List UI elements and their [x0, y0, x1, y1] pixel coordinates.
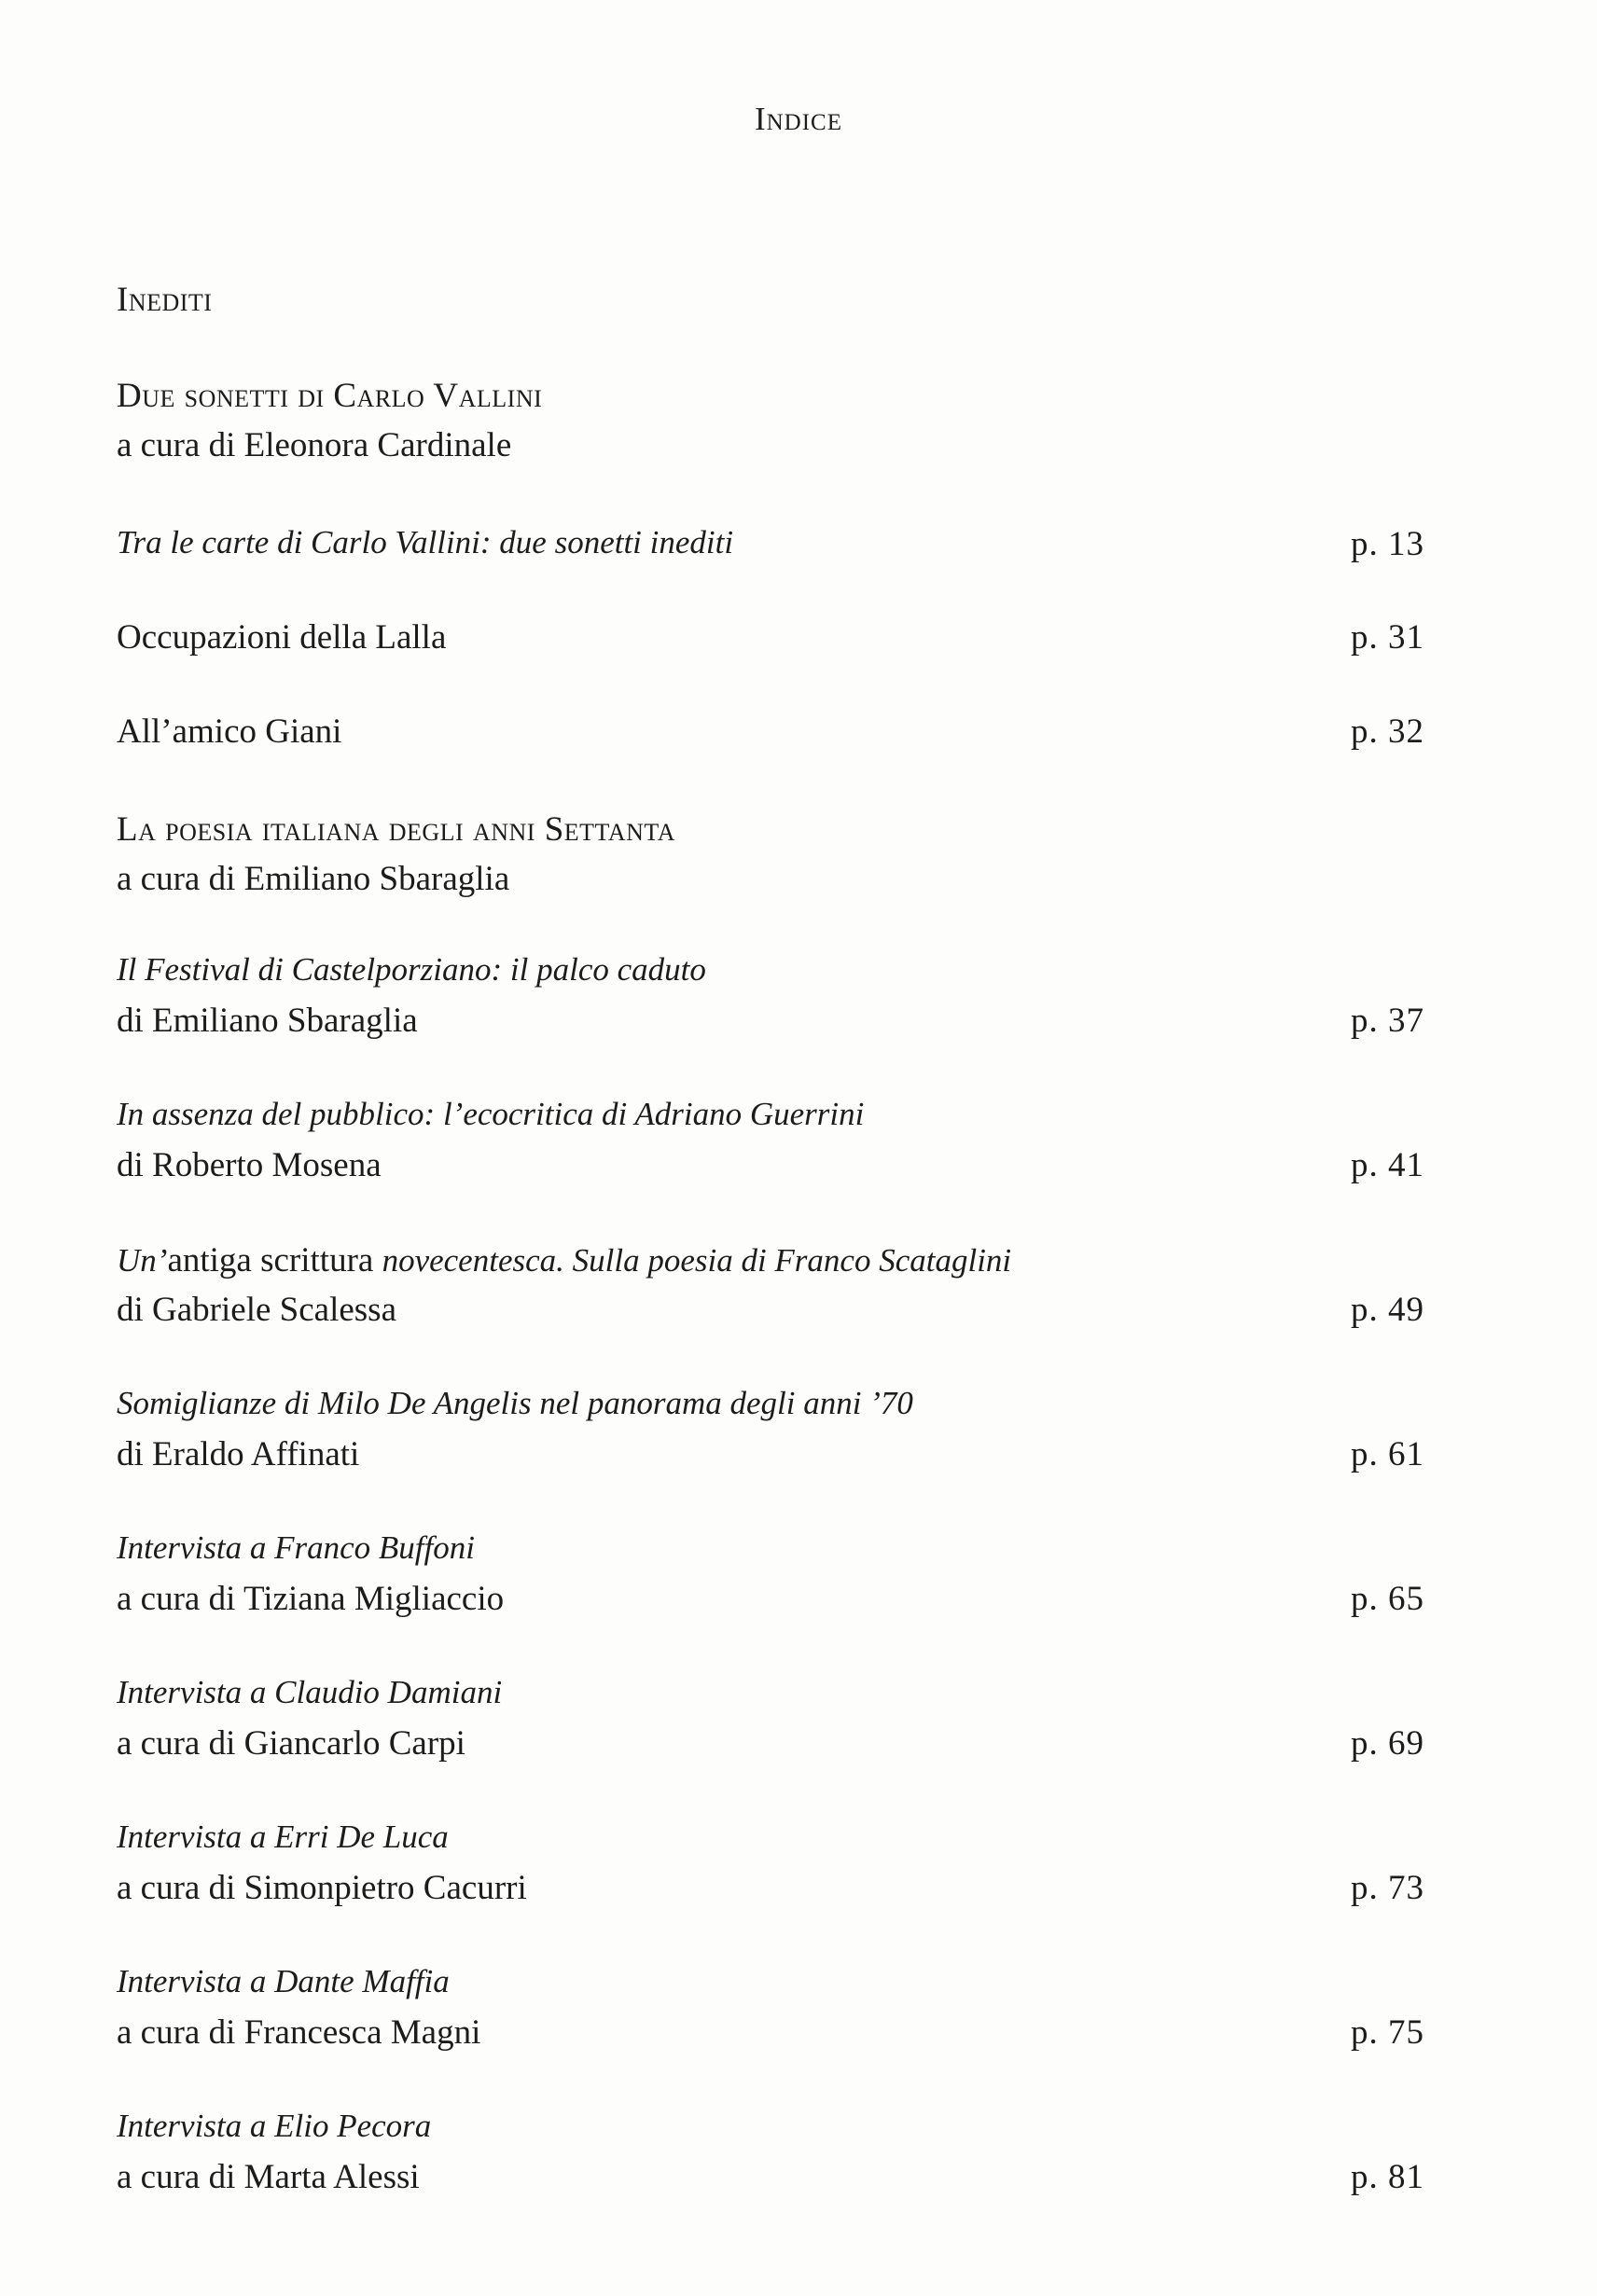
toc-entry-title: Occupazioni della Lalla — [117, 618, 447, 657]
toc-entry-title: Tra le carte di Carlo Vallini: due sonetti inediti — [117, 524, 734, 560]
toc-page-number: p. 13 — [1351, 525, 1424, 563]
toc-editor: a cura di Eleonora Cardinale — [117, 426, 512, 464]
toc-entry-title: Intervista a Franco Buffoni — [117, 1529, 475, 1566]
toc-page-number: p. 75 — [1351, 2013, 1424, 2052]
toc-page-number: p. 37 — [1351, 1002, 1424, 1040]
toc-entry-title: All’amico Giani — [117, 712, 342, 751]
toc-page-number: p. 65 — [1351, 1580, 1424, 1618]
toc-editor: a cura di Giancarlo Carpi — [117, 1724, 465, 1763]
toc-editor: a cura di Francesca Magni — [117, 2013, 481, 2052]
toc-title-part: antiga scrittura — [167, 1241, 382, 1279]
toc-entry-title: Il Festival di Castelporziano: il palco caduto — [117, 951, 706, 988]
toc-entry-title: Somiglianze di Milo De Angelis nel panorama degli anni ’70 — [117, 1385, 913, 1421]
toc-entry-title: Intervista a Erri De Luca — [117, 1819, 449, 1855]
toc-entry-title: Intervista a Claudio Damiani — [117, 1674, 503, 1710]
toc-group-title: La poesia italiana degli anni Settanta — [117, 810, 675, 849]
toc-page-number: p. 41 — [1351, 1146, 1424, 1184]
toc-author: di Emiliano Sbaraglia — [117, 1002, 418, 1040]
toc-author: di Gabriele Scalessa — [117, 1291, 396, 1329]
toc-group-title: Due sonetti di Carlo Vallini — [117, 377, 543, 415]
page-title: Indice — [754, 101, 843, 137]
toc-entry-title — [117, 1240, 1011, 1280]
toc-editor: a cura di Simonpietro Cacurri — [117, 1869, 527, 1907]
toc-author: di Eraldo Affinati — [117, 1435, 360, 1473]
toc-page-number: p. 73 — [1351, 1869, 1424, 1907]
toc-page-number: p. 81 — [1351, 2158, 1424, 2196]
toc-page-number: p. 69 — [1351, 1724, 1424, 1763]
toc-entry-title: In assenza del pubblico: l’ecocritica di Adriano Guerrini — [117, 1096, 865, 1132]
toc-title-part: novecentesca. Sulla poesia di Franco Scataglini — [382, 1242, 1012, 1279]
toc-author: di Roberto Mosena — [117, 1146, 382, 1184]
toc-editor: a cura di Tiziana Migliaccio — [117, 1580, 505, 1618]
toc-page-number: p. 49 — [1351, 1291, 1424, 1329]
toc-editor: a cura di Marta Alessi — [117, 2158, 420, 2196]
section-heading: Inediti — [117, 281, 213, 319]
toc-editor: a cura di Emiliano Sbaraglia — [117, 860, 510, 898]
toc-entry-title: Intervista a Elio Pecora — [117, 2108, 432, 2144]
toc-page-number: p. 31 — [1351, 618, 1424, 657]
toc-title-part: Un’ — [117, 1242, 168, 1279]
toc-page-number: p. 32 — [1351, 712, 1424, 751]
toc-page-number: p. 61 — [1351, 1435, 1424, 1473]
toc-entry-title: Intervista a Dante Maffia — [117, 1963, 450, 1999]
